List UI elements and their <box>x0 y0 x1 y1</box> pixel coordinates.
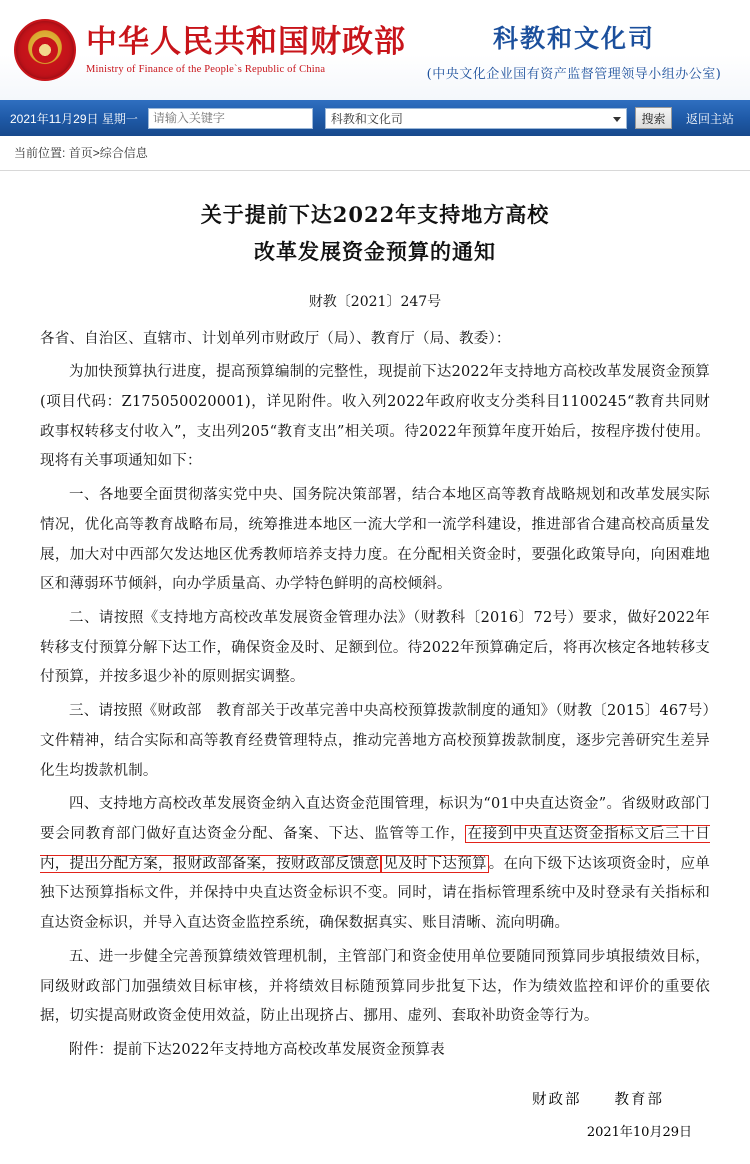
signer-ministry-finance: 财政部 <box>531 1091 582 1108</box>
breadcrumb-prefix: 当前位置: <box>14 146 66 160</box>
paragraph-5: 五、进一步健全完善预算绩效管理机制，主管部门和资金使用单位要随同预算同步填报绩效目标，同级财政部门加强绩效目标审核，并将绩效目标随预算同步批复下达，作为绩效监控和评价的重要依据，切实提高财政资金使用效益，防止出现挤占、挪用、虚列、套取补助资金等行为。 <box>40 948 710 1025</box>
department-header <box>406 19 750 82</box>
department-subtitle: (中央文化企业国有资产监督管理领导小组办公室) <box>426 66 722 82</box>
ministry-name-en: Ministry of Finance of the People`s Republic of China <box>86 63 326 75</box>
breadcrumb <box>0 136 750 171</box>
paragraph-1: 一、各地要全面贯彻落实党中央、国务院决策部署，结合本地区高等教育战略规划和改革发展实际情况，优化高等教育战略布局，统筹推进本地区一流大学和一流学科建设，推进部省合建高校高质量发展，加大对中西部欠发达地区优秀教师培养支持力度。在分配相关资金时，要强化政策导向，向困难地区和薄弱环节倾斜，向办学质量高、办学特色鲜明的高校倾斜。 <box>40 487 710 593</box>
breadcrumb-separator: > <box>92 146 100 160</box>
attachment-line: 附件：提前下达2022年支持地方高校改革发展资金预算表 <box>69 1042 445 1059</box>
search-button[interactable]: 搜索 <box>635 107 672 129</box>
bottom-spacer <box>40 1140 710 1154</box>
salutation: 各省、自治区、直辖市、计划单列市财政厅（局）、教育厅（局、教委）： <box>40 330 511 347</box>
document-body <box>0 171 750 1164</box>
paragraph-3: 三、请按照《财政部 教育部关于改革完善中央高校预算拨款制度的通知》（财教〔2015〕467号）文件精神，结合实际和高等教育经费管理特点，推动完善地方高校预算拨款制度，逐步完善研究生差异化生均拨款机制。 <box>40 703 710 779</box>
paragraph-intro: 为加快预算执行进度，提高预算编制的完整性，现提前下达2022年支持地方高校改革发展资金预算(项目代码：Z175050020001)，详见附件。收入列2022年政府收支分类科目1100245“教育共同财政事权转移支付收入”，支出列205“教育支出”相关项。待2022年预算年度开始后，按程序拨付使用。现将有关事项通知如下： <box>40 364 710 470</box>
signature-line <box>40 1088 710 1109</box>
breadcrumb-home[interactable]: 首页 <box>68 146 93 160</box>
department-name: 科教和文化司 <box>492 23 655 53</box>
back-to-main-link[interactable]: 返回主站 <box>685 111 734 126</box>
paragraph-4-part-a: 四、支持地方高校改革发展资金纳入直达资金范围管理，标识为“01中央直达资金”。省级财政部门要会同教育部门做好直达资金分配、备案、下达、监管等工作， <box>40 796 710 842</box>
paragraph-4-part-b: 。在向下级下达该项资金时，应单独下达预算指标文件，并保持中央直达资金标识不变。同时，请在指标管理系统中及时登录有关指标和直达资金标识，并导入直达资金监控系统，确保数据真实、账目清晰、流向明确。 <box>40 855 710 932</box>
search-input[interactable] <box>148 108 313 129</box>
channel-select-value: 科教和文化司 <box>330 111 403 126</box>
page-title-line1: 关于提前下达2022年支持地方高校 <box>200 202 550 227</box>
national-emblem-icon <box>14 19 76 81</box>
paragraph-4 <box>40 790 710 939</box>
site-title-block <box>86 25 406 75</box>
highlight-annotation-1: 在接到中央直达资金指标文后三十日内，提出分配方案，报财政部备案，按财政部反馈意 <box>40 826 710 872</box>
paragraph-2: 二、请按照《支持地方高校改革发展资金管理办法》（财教科〔2016〕72号）要求，做好2022年转移支付预算分解下达工作，确保资金及时、足额到位。待2022年预算确定后，将再次核定各地转移支付预算，并按多退少补的原则据实调整。 <box>40 609 710 686</box>
site-header <box>0 0 750 100</box>
page-title-line2: 改革发展资金预算的通知 <box>254 238 496 264</box>
chevron-down-icon <box>613 117 621 122</box>
signer-ministry-education: 教育部 <box>614 1091 664 1108</box>
channel-select[interactable] <box>325 108 627 129</box>
breadcrumb-current[interactable]: 综合信息 <box>99 146 148 160</box>
current-date: 2021年11月29日 星期一 <box>10 111 138 126</box>
page-title <box>40 197 710 271</box>
search-toolbar <box>0 100 750 136</box>
ministry-name-cn: 中华人民共和国财政部 <box>86 24 406 61</box>
document-number: 财教〔2021〕247号 <box>308 293 442 310</box>
signature-date: 2021年10月29日 <box>586 1124 692 1140</box>
highlight-annotation-2: 见及时下达预算 <box>383 855 487 872</box>
